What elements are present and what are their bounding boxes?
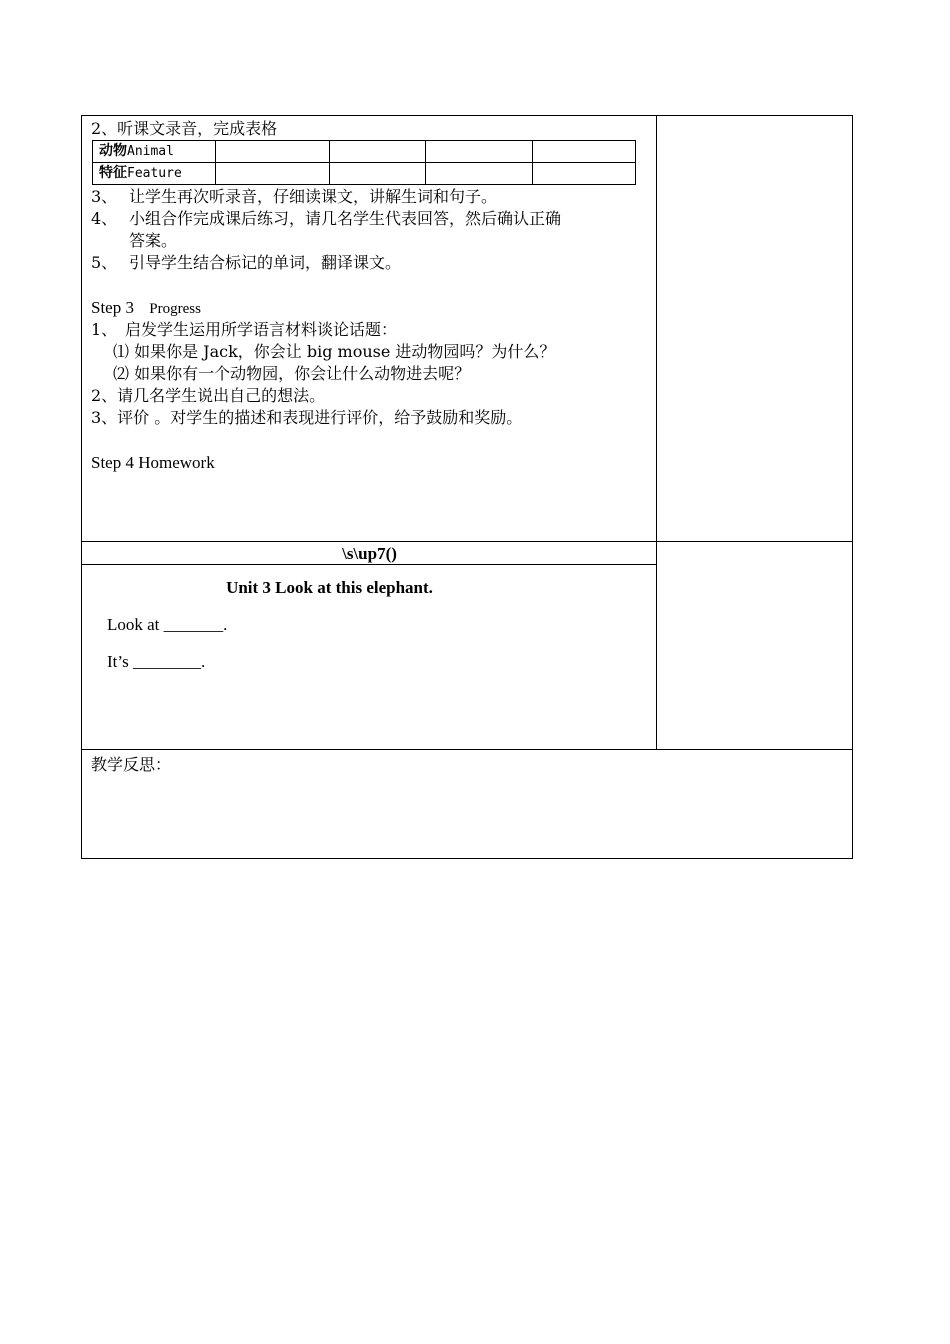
board-sentence: It’s ________. — [107, 652, 206, 671]
board-design-field-code: \s\up7() — [342, 544, 397, 563]
list-item: 3、评价 。对学生的描述和表现进行评价，给予鼓励和奖励。 — [91, 408, 523, 427]
table-row — [93, 141, 636, 163]
lesson-plan-table — [81, 115, 853, 859]
list-item: 3、 让学生再次听录音，仔细读课文，讲解生词和句子。 — [91, 187, 498, 206]
step-heading: Step 4 Homework — [91, 453, 215, 472]
table-cell — [330, 141, 426, 163]
reflection-label: 教学反思： — [91, 755, 172, 774]
table-cell — [426, 163, 533, 185]
instruction-line: 2、听课文录音，完成表格 — [91, 119, 278, 138]
list-item: 2、请几名学生说出自己的想法。 — [91, 386, 326, 405]
step-heading: Step 3 Progress — [91, 298, 201, 317]
board-title: Unit 3 Look at this elephant. — [226, 578, 433, 597]
table-header-cell: 特征Feature — [93, 163, 216, 185]
animal-feature-table — [92, 140, 636, 185]
list-item: 1、 启发学生运用所学语言材料谈论话题： — [91, 320, 398, 339]
board-design-box — [82, 565, 657, 749]
table-cell — [426, 141, 533, 163]
list-item-continuation: 答案。 — [129, 231, 178, 250]
row-divider — [82, 749, 852, 750]
table-cell — [330, 163, 426, 185]
discussion-question: ⑵ 如果你有一个动物园，你会让什么动物进去呢？ — [113, 364, 471, 383]
row-divider — [82, 541, 852, 542]
teaching-process-cell — [91, 118, 651, 474]
list-item: 4、 小组合作完成课后练习，请几名学生代表回答，然后确认正确 — [91, 209, 562, 228]
table-cell — [216, 163, 330, 185]
table-cell — [533, 141, 636, 163]
table-cell — [533, 163, 636, 185]
table-cell — [216, 141, 330, 163]
board-sentence: Look at _______. — [107, 615, 228, 634]
list-item: 5、 引导学生结合标记的单词，翻译课文。 — [91, 253, 402, 272]
table-row — [93, 163, 636, 185]
table-header-cell: 动物Animal — [93, 141, 216, 163]
discussion-question: ⑴ 如果你是 Jack，你会让 big mouse 进动物园吗？为什么？ — [113, 342, 556, 361]
